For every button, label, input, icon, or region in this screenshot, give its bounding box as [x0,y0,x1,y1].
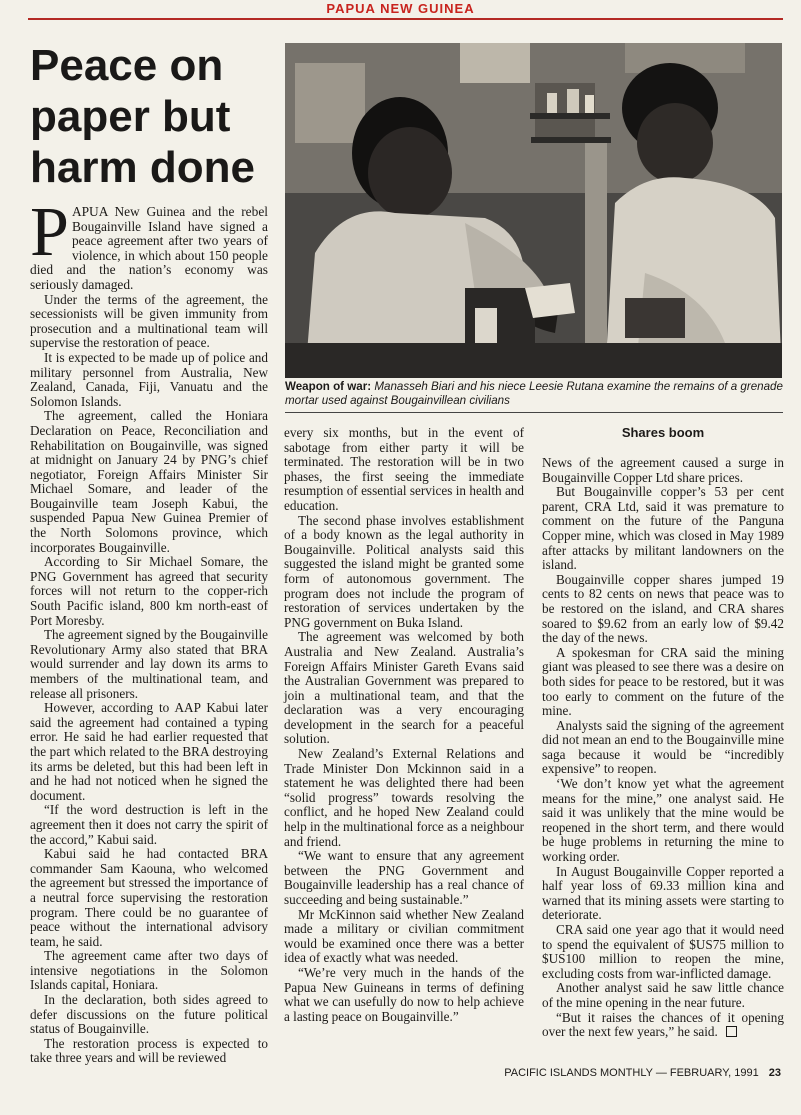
lead-text: APUA New Guinea and the rebel Bougainville Island have signed a peace agreement after two years of violence, in which about 150 people died and the nation’s economy was seriously damaged. [30,204,268,292]
headline: Peace on paper but harm done [30,41,255,192]
news-photo [285,43,782,378]
final-paragraph [542,1011,784,1040]
paragraph: Mr McKinnon said whether New Zealand made a military or civilian commitment would be examined once there was a better idea of exactly what was needed. [284,906,524,966]
paragraph: every six months, but in the event of sabotage from either party it will be terminated. The restoration will be in two phases, the first seeing the immediate resumption of essential services in health and education. [284,425,524,513]
paragraph: According to Sir Michael Somare, the PNG Government has agreed that security forces will not return to the copper-rich South Pacific island, 800 km north-east of Port Moresby. [30,554,268,628]
article-column-3 [542,456,784,1040]
page-footer [504,1067,781,1079]
sidebar-title: Shares boom [621,425,705,440]
lead-paragraph [30,194,268,293]
paragraph: New Zealand’s External Relations and Trade Minister Don Mckinnon said in a statement he was delighted there had been “solid progress” towards resolving the conflict, and he hoped New Zealand could help in the multinational force as a neighbour and friend. [284,746,524,849]
paragraph: The restoration process is expected to take three years and will be reviewed [30,1035,268,1066]
photo-illustration [285,43,782,378]
photo-caption [285,380,785,408]
caption-text: Manasseh Biari and his niece Leesie Rutana examine the remains of a grenade mortar used against Bougainvillean civilians [285,380,783,407]
page-number: 23 [768,1067,781,1079]
paragraph: News of the agreement caused a surge in Bougainville Copper Ltd share prices. [542,455,784,485]
article-column-2 [284,426,524,1024]
paragraph: The agreement signed by the Bougainville Revolutionary Army also stated that BRA would surrender and lay down its arms to members of the multinational team, and release all prisoners. [30,627,268,701]
paragraph: CRA said one year ago that it would need to spend the equivalent of $US75 million to $US100 million to reopen the mine, excluding costs from war-inflicted damage. [542,922,784,981]
paragraph: However, according to AAP Kabui later said the agreement had contained a typing error. He said he had earlier requested that the part which related to the BRA destroying its arms be deleted, but this had been left in and he had not noticed when he signed the document. [30,700,268,803]
publication-line: PACIFIC ISLANDS MONTHLY — FEBRUARY, 1991 [504,1067,759,1079]
paragraph: It is expected to be made up of police and military personnel from Australia, New Zealand, Canada, Fiji, Vanuatu and the Solomon Islands. [30,349,268,409]
paragraph: The agreement, called the Honiara Declaration on Peace, Reconciliation and Rehabilitation on Bougainville, was signed at midnight on January 24 by PNG’s chief negotiator, Foreign Affairs Minister Sir Michael Somare, and leader of the Bougainville team Joseph Kabui, the suspended Papua New Guinea Premier of the North Solomons province, which incorporates Bougainville. [30,408,268,555]
final-paragraph-text: “But it raises the chances of it opening over the next few years,” he said. [542,1009,784,1040]
top-rule [28,18,783,20]
paragraph: The agreement came after two days of intensive negotiations in the Solomon Islands capital, Honiara. [30,948,268,993]
paragraph: ‘We don’t know yet what the agreement means for the mine,” one analyst said. He said it was unlikely that the mine would be reopened in the short term, and there would be huge problems in returning the mine to working order. [542,776,784,865]
section-header: PAPUA NEW GUINEA [326,1,475,16]
end-mark-icon [726,1026,737,1037]
paragraph: The second phase involves establishment of a body known as the legal authority in Bougainville. Political analysts said this suggested the island might be granted some form of autonomous government. The program does not include the program of restoration of services undertaken by the PNG government on Buka Island. [284,512,524,630]
paragraph: But Bougainville copper’s 53 per cent parent, CRA Ltd, said it was premature to comment on the future of the Panguna Copper mine, which was closed in May 1989 after attacks by militant landowners on the island. [542,484,784,573]
paragraph: In August Bougainville Copper reported a half year loss of 69.33 million kina and warned that its mining assets were starting to deteriorate. [542,863,784,923]
caption-label: Weapon of war: [285,380,372,393]
article-column-1 [30,194,268,1066]
paragraph: “We want to ensure that any agreement between the PNG Government and Bougainville leadership has a real chance of succeeding and being sustainable.” [284,848,524,907]
paragraph: The agreement was welcomed by both Australia and New Zealand. Australia’s Foreign Affairs Minister Gareth Evans said the Australian Government was prepared to join a multinational team, and that the declaration was a very encouraging development in the search for a peaceful solution. [284,629,524,747]
paragraph: Bougainville copper shares jumped 19 cents to 82 cents on news that peace was to be restored on the island, and CRA shares soared to $9.62 from an early low of $9.42 the day of the news. [542,571,784,646]
paragraph: “If the word destruction is left in the agreement then it does not carry the spirit of the accord,” Kabui said. [30,802,268,847]
paragraph: Another analyst said he saw little chance of the mine opening in the near future. [542,980,784,1010]
drop-cap: P [30,194,69,271]
paragraph: Kabui said he had contacted BRA commander Sam Kaouna, who welcomed the agreement but stressed the importance of a neutral force supervising the restoration program. There could be no guarantee of peace without the international advisory team, he said. [30,846,268,949]
paragraph: “We’re very much in the hands of the Papua New Guineans in terms of defining what we can usefully do now to help achieve a lasting peace on Bougainville.” [284,964,524,1024]
paragraph: In the declaration, both sides agreed to defer discussions on the future political status of Bougainville. [30,992,268,1037]
paragraph: A spokesman for CRA said the mining giant was pleased to see there was a desire on both sides for peace to be restored, but it was too early to comment on the future of the mine. [542,644,784,719]
paragraph: Analysts said the signing of the agreement did not mean an end to the Bougainville mine saga because it would be “incredibly expensive” to reopen. [542,717,784,777]
paragraph: Under the terms of the agreement, the secessionists will be given immunity from prosecution and a multinational team will supervise the restoration of peace. [30,291,268,351]
caption-rule [285,412,783,413]
